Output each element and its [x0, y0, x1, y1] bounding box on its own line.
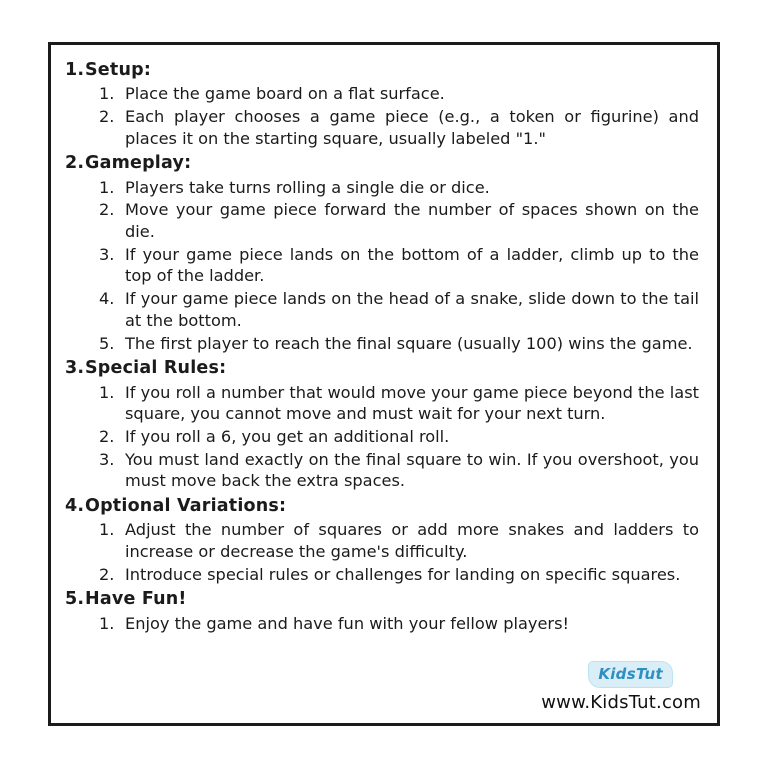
section-number: 5. [65, 589, 85, 610]
section-number: 1. [65, 60, 85, 80]
list-item-text: Enjoy the game and have fun with your fellow players! [125, 613, 570, 633]
list-item-text: Each player chooses a game piece (e.g., a token or figurine) and places it on the starting square, usually labeled "1." [125, 106, 699, 148]
list-item-text: If your game piece lands on the head of a snake, slide down to the tail at the bottom. [125, 289, 699, 330]
kidstut-logo: KidsTut [588, 661, 673, 688]
section-special-rules [65, 357, 701, 492]
list-item-number: 2. [99, 426, 115, 446]
section-number: 4. [65, 496, 85, 517]
list-item-text: Move your game piece forward the number of spaces shown on the die. [125, 200, 699, 242]
section-gameplay [65, 152, 701, 354]
instructions-list [65, 59, 701, 634]
list-item [65, 199, 701, 242]
list-item-text: If you roll a 6, you get an additional roll. [125, 426, 450, 446]
section-heading [65, 588, 701, 611]
list-item [65, 177, 701, 199]
list-item [65, 449, 701, 492]
section-title-text: Special Rules: [85, 358, 227, 379]
list-item-number: 2. [99, 200, 115, 220]
list-item-text: Players take turns rolling a single die or dice. [125, 177, 490, 197]
list-item-number: 3. [99, 449, 115, 469]
section-title-text: Have Fun! [85, 589, 187, 610]
section-title-text: Gameplay: [85, 153, 192, 174]
list-item-number: 1. [99, 84, 115, 104]
list-item-text: Place the game board on a flat surface. [125, 84, 445, 104]
section-optional-variations [65, 495, 701, 585]
section-items [65, 519, 701, 585]
section-number: 2. [65, 153, 85, 174]
list-item-number: 1. [99, 613, 115, 633]
section-have-fun [65, 588, 701, 634]
section-setup [65, 59, 701, 149]
list-item [65, 106, 701, 149]
section-heading [65, 495, 701, 518]
list-item-number: 2. [99, 106, 115, 126]
list-item [65, 244, 701, 287]
list-item-number: 1. [99, 382, 115, 402]
document-page [48, 42, 720, 726]
section-heading [65, 59, 701, 82]
section-items [65, 613, 701, 635]
list-item-number: 5. [99, 333, 115, 353]
section-items [65, 382, 701, 493]
section-heading [65, 357, 701, 380]
list-item [65, 288, 701, 331]
list-item-text: You must land exactly on the final square to win. If you overshoot, you must move back the extra spaces. [125, 449, 699, 491]
list-item [65, 333, 701, 355]
list-item [65, 83, 701, 105]
list-item-text: Introduce special rules or challenges for landing on specific squares. [125, 564, 681, 584]
list-item-text: The first player to reach the final square (usually 100) wins the game. [125, 333, 693, 353]
section-heading [65, 152, 701, 175]
section-title-text: Setup: [85, 60, 152, 80]
list-item-text: If your game piece lands on the bottom of a ladder, climb up to the top of the ladder. [125, 244, 699, 286]
list-item-text: Adjust the number of squares or add more snakes and ladders to increase or decrease the game's difficulty. [125, 520, 699, 562]
website-url: www.KidsTut.com [541, 692, 701, 713]
list-item-number: 3. [99, 244, 115, 264]
list-item [65, 519, 701, 562]
list-item-number: 2. [99, 564, 115, 584]
list-item-number: 1. [99, 177, 115, 197]
section-items [65, 177, 701, 355]
footer [541, 661, 701, 713]
list-item-text: If you roll a number that would move your game piece beyond the last square, you cannot move and must wait for your next turn. [125, 382, 699, 424]
list-item [65, 426, 701, 448]
list-item [65, 613, 701, 635]
list-item [65, 564, 701, 586]
section-title-text: Optional Variations: [85, 496, 287, 517]
document-content [51, 45, 717, 723]
section-items [65, 83, 701, 149]
list-item-number: 1. [99, 520, 115, 540]
list-item [65, 382, 701, 425]
list-item-number: 4. [99, 289, 115, 309]
section-number: 3. [65, 358, 85, 379]
